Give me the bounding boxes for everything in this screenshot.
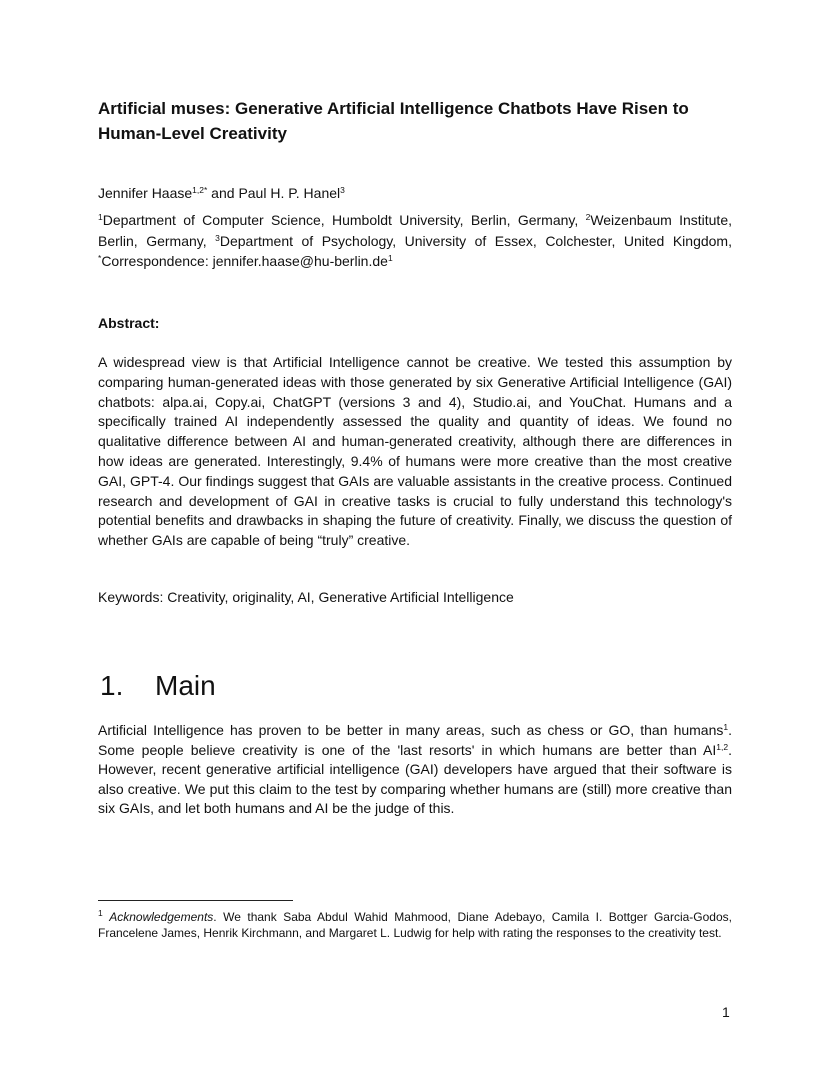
page-number: 1 bbox=[722, 1004, 730, 1020]
affiliation-mark: 2 bbox=[585, 212, 591, 222]
footnote-label: Acknowledgements bbox=[109, 910, 214, 924]
footnote-ref: 1 bbox=[387, 253, 393, 263]
keywords: Keywords: Creativity, originality, AI, Generative Artificial Intelligence bbox=[98, 589, 514, 605]
affiliation-mark: 1 bbox=[98, 212, 103, 222]
affiliations bbox=[98, 210, 732, 272]
footnote-divider bbox=[98, 900, 293, 901]
author-connector: and bbox=[207, 185, 239, 201]
affiliation-mark: 3 bbox=[215, 232, 220, 243]
footnote-mark: 1 bbox=[98, 908, 103, 918]
body-text: . Some people believe creativity is one of the 'last resorts' in which humans are better than AI bbox=[98, 722, 732, 758]
footnote bbox=[98, 909, 732, 941]
footnote-text: . We thank Saba Abdul Wahid Mahmood, Diane Adebayo, Camila I. Bottger Garcia-Godos, Francelene James, Henrik Kirchmann, and Margaret L. Ludwig for help with rating the responses to the creativity test. bbox=[98, 910, 732, 940]
author-line bbox=[98, 183, 345, 203]
author-affiliation-mark: 3 bbox=[340, 185, 345, 195]
section-number: 1. bbox=[100, 670, 124, 701]
body-text: Artificial Intelligence has proven to be better in many areas, such as chess or GO, than humans bbox=[98, 722, 724, 738]
abstract-text: A widespread view is that Artificial Intelligence cannot be creative. We tested this assumption by comparing human-generated ideas with those generated by six Generative Artificial Intelligence (GAI) chatbots: alpa.ai, Copy.ai, ChatGPT (versions 3 and 4), Studio.ai, and YouChat. Humans and a specifically trained AI independently assessed the quality and quantity of ideas. We found no qualitative difference between AI and human-generated creativity, although there are differences in how ideas are generated. Interestingly, 9.4% of humans were more creative than the most creative GAI, GPT-4. Our findings suggest that GAIs are valuable assistants in the creative process. Continued research and development of GAI in creative tasks is crucial to fully understand this technology's potential benefits and drawbacks in shaping the future of creativity. Finally, we discuss the question of whether GAIs are capable of being “truly” creative. bbox=[98, 354, 732, 549]
affiliation-text: Department of Psychology, University of Essex, Colchester, United Kingdom, bbox=[219, 232, 732, 249]
body-paragraph bbox=[98, 721, 732, 819]
affiliation-text: Weizenbaum Institute, Berlin, Germany, bbox=[98, 212, 732, 249]
abstract-heading: Abstract: bbox=[98, 315, 160, 331]
section-title: Main bbox=[155, 670, 216, 701]
author-affiliation-mark: 1,2* bbox=[192, 185, 208, 195]
paper-title: Artificial muses: Generative Artificial Intelligence Chatbots Have Risen to Human-Level Creativity bbox=[98, 99, 689, 143]
affiliation-text: Department of Computer Science, Humboldt University, Berlin, Germany, bbox=[102, 212, 586, 228]
author-name: Jennifer Haase bbox=[98, 185, 193, 201]
body-text: . However, recent generative artificial intelligence (GAI) developers have argued that their software is also creative. We put this claim to the test by comparing whether humans are (still) more creative than six GAIs, and let both humans and AI be the judge of this. bbox=[98, 741, 732, 817]
citation-mark: 1 bbox=[723, 722, 729, 732]
citation-mark: 1,2 bbox=[716, 741, 729, 752]
correspondence-email: Correspondence: jennifer.haase@hu-berlin.de bbox=[101, 253, 388, 269]
correspondence-mark: * bbox=[98, 253, 102, 263]
author-name: Paul H. P. Hanel bbox=[238, 185, 341, 201]
section-heading bbox=[100, 668, 216, 704]
